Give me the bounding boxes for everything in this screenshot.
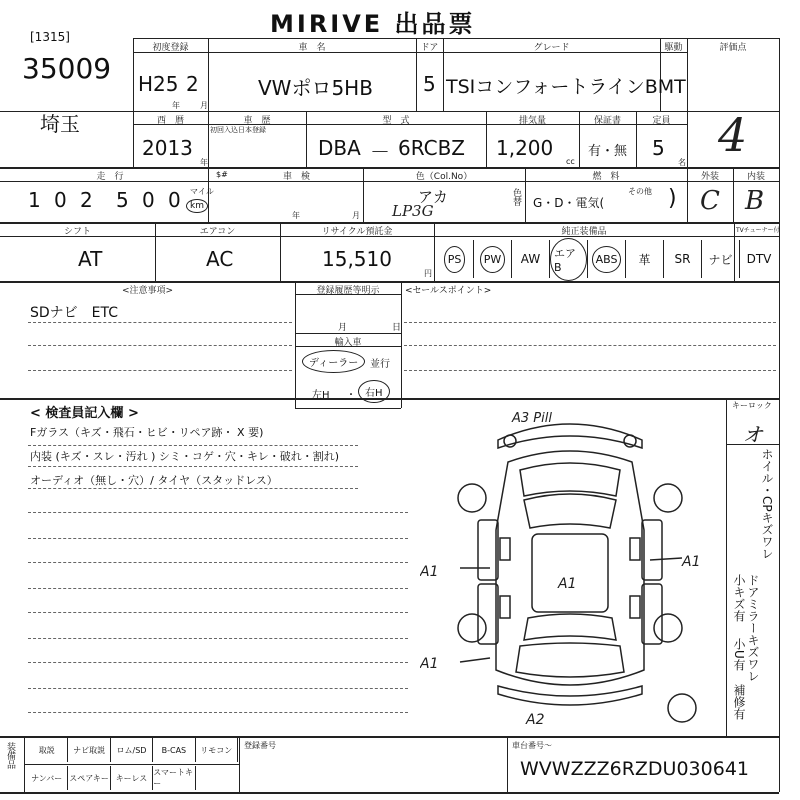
footer-item: スマートキー (153, 766, 195, 790)
keylock-value: ォ (740, 418, 767, 448)
mileage-digit: 0 (168, 188, 181, 212)
footer-item: リモコン (196, 738, 238, 762)
aircon-label: エアコン (199, 227, 236, 237)
equipment-item (626, 240, 664, 278)
mileage-digit: 2 (80, 188, 93, 212)
grade-label: グレード (533, 43, 570, 53)
handle-right-circled (358, 380, 390, 403)
footer-item: キーレス (111, 766, 153, 790)
shaken-month-unit: 月 (352, 211, 360, 220)
equipment-label: SR (674, 252, 691, 266)
equipment-list (436, 240, 778, 278)
recall-month: 月 (338, 323, 348, 333)
equipment-label: DTV (746, 252, 772, 266)
equipment-item (436, 240, 474, 278)
notes-text: SDナビ ETC (30, 305, 119, 321)
doors: 5 (423, 72, 436, 96)
footer-item: B-CAS (153, 738, 195, 762)
equipment-item (474, 240, 512, 278)
import-option-parallel: 並行 (370, 359, 390, 370)
footer-item: ナビ取説 (68, 738, 110, 762)
interior-grade: B (745, 186, 765, 216)
equipment-item (512, 240, 550, 278)
damage-front: A3 Pill (512, 411, 552, 426)
car-diagram (420, 400, 720, 735)
mileage-digit: 1 (28, 188, 41, 212)
mileage-digit: 0 (54, 188, 67, 212)
equipment-label: エアB (550, 238, 587, 281)
model-year-sublabel: 初回入込日本登録 (210, 126, 266, 134)
fuel-other-label: その他 (628, 187, 652, 196)
model-prefix: DBA (318, 136, 361, 160)
yen-unit: 円 (424, 269, 432, 278)
chassis-label: 車台番号～ (512, 741, 552, 750)
grade: TSIコンフォートラインBMT (446, 76, 686, 98)
equipment-item (664, 240, 702, 278)
footer-item: 取説 (26, 738, 68, 762)
warranty: 有・無 (588, 144, 628, 159)
keylock-label: キーロック (732, 401, 772, 410)
inspector-note-3: オーディオ（無し・穴）/ タイヤ（スタッドレス） (30, 474, 278, 487)
doors-label: ドア (420, 43, 439, 53)
equipment-item (702, 240, 740, 278)
western-year-label: 西 暦 (156, 116, 184, 126)
recycle-label: リサイクル預託金 (321, 227, 393, 237)
damage-left: A1 (420, 564, 439, 580)
equipment-label: ABS (592, 246, 622, 273)
equipment-label: PS (444, 246, 466, 273)
equipment-label: ナビ (708, 252, 733, 267)
shaken-label: 車 検 (282, 172, 310, 182)
fuel-close-paren: ) (668, 186, 677, 211)
equipment-label: 純正装備品 (561, 227, 607, 237)
region: 埼玉 (40, 112, 80, 136)
dealer-text: ディーラー (309, 358, 359, 369)
car-name-label: 車 名 (298, 43, 326, 53)
side-note-2: ドアミラーキズワレ (746, 574, 760, 682)
model-year-label: 車 歴 (243, 116, 271, 126)
reg-no-label: 登録番号 (244, 741, 276, 750)
footer-item: スペアキー (68, 766, 110, 790)
interior-label: 内装 (746, 172, 765, 182)
equipment-item (588, 240, 626, 278)
fuel-options: G・D・電気( (533, 196, 605, 210)
shift-label: シフト (63, 227, 91, 237)
damage-center: A1 (558, 576, 577, 592)
first-reg-label: 初度登録 (152, 43, 189, 53)
footer-item: ロム/SD (111, 738, 153, 762)
color: アカ (418, 188, 448, 206)
sales-point-label: <セールスポイント> (405, 286, 492, 296)
mileage-sublabel: $# (216, 170, 228, 179)
recycle: 15,510 (322, 247, 392, 271)
footer-item: ナンバー (26, 766, 68, 790)
western-year: 2013 (142, 136, 193, 160)
color-label: 色（Col.No） (415, 172, 473, 182)
displacement: 1,200 (496, 136, 554, 160)
lot-number: 35009 (22, 52, 112, 85)
color-change-label: 色替 (511, 188, 521, 206)
footer-side-label: 装備品 (5, 742, 15, 769)
notes-label: <注意事項> (121, 286, 174, 296)
model-type-label: 型 式 (382, 116, 410, 126)
capacity: 5 (652, 136, 665, 160)
displacement-label: 排気量 (518, 116, 546, 126)
equipment-label: 革 (638, 252, 651, 267)
first-reg-month: 2 (186, 72, 199, 96)
first-reg-era: H25 (138, 72, 179, 96)
handle-sep: ・ (346, 390, 356, 401)
side-note-4: 小U有 (732, 638, 746, 671)
mileage-digit: 0 (142, 188, 155, 212)
mile-unit: マイル (190, 187, 214, 196)
equipment-item (740, 240, 778, 278)
exterior-label: 外装 (700, 172, 719, 182)
recall-label: 登録履歴等明示 (316, 286, 380, 296)
chassis-number: WVWZZZ6RZDU030641 (520, 758, 749, 780)
rating-label: 評価点 (719, 43, 747, 53)
footer-row-1 (26, 738, 238, 762)
equipment-label: PW (480, 246, 506, 273)
shift: AT (78, 247, 103, 271)
model-code: 6RCBZ (398, 136, 466, 160)
mileage-label: 走 行 (96, 172, 124, 182)
mileage-digit: 5 (116, 188, 129, 212)
year-unit: 年 (172, 101, 180, 110)
side-note-3: 小キズ有 (732, 574, 746, 622)
month-unit: 月 (200, 101, 208, 110)
capacity-label: 定員 (652, 116, 671, 126)
handle-right: 右H (365, 388, 383, 399)
warranty-label: 保証書 (593, 116, 621, 126)
km-unit: km (190, 201, 204, 211)
tuner-label: TVチューナー付 (736, 227, 780, 234)
km-unit-circled (186, 199, 208, 213)
page-title: MIRIVE 出品票 (270, 10, 476, 38)
fuel-label: 燃 料 (592, 172, 620, 182)
cc-unit: cc (566, 157, 575, 166)
capacity-unit: 名 (678, 158, 686, 167)
exterior-grade: C (700, 186, 720, 216)
equipment-label: AW (520, 252, 541, 266)
western-year-unit: 年 (200, 158, 208, 167)
import-option-dealer (302, 350, 365, 373)
inspector-note-2: 内装 (キズ・スレ・汚れ ) シミ・コゲ・穴・キレ・破れ・割れ) (30, 450, 340, 463)
side-note-1: ホイル・CPキズワレ (760, 448, 774, 560)
drive-label: 駆動 (664, 43, 683, 53)
side-note-5: 補修有 (732, 684, 746, 720)
inspector-label: < 検査員記入欄 > (30, 406, 139, 421)
equipment-item (550, 240, 588, 278)
handle-left: 左H (312, 390, 330, 401)
model-dash: － (370, 140, 390, 164)
lot-id: [1315] (30, 30, 70, 44)
color-code: LP3G (392, 202, 434, 220)
rating: 4 (718, 108, 748, 162)
damage-rear-left: A1 (420, 656, 439, 672)
import-car-label: 輸入車 (334, 338, 362, 348)
shaken-year-unit: 年 (292, 211, 300, 220)
inspector-note-1: Fガラス（キズ・飛石・ヒビ・リペア跡・ X 要) (30, 426, 264, 439)
aircon: AC (206, 247, 234, 271)
damage-rear: A2 (526, 712, 545, 728)
recall-day: 日 (392, 323, 402, 333)
footer-row-2 (26, 766, 238, 790)
car-name: VWポロ5HB (258, 76, 373, 100)
damage-right: A1 (682, 554, 701, 570)
